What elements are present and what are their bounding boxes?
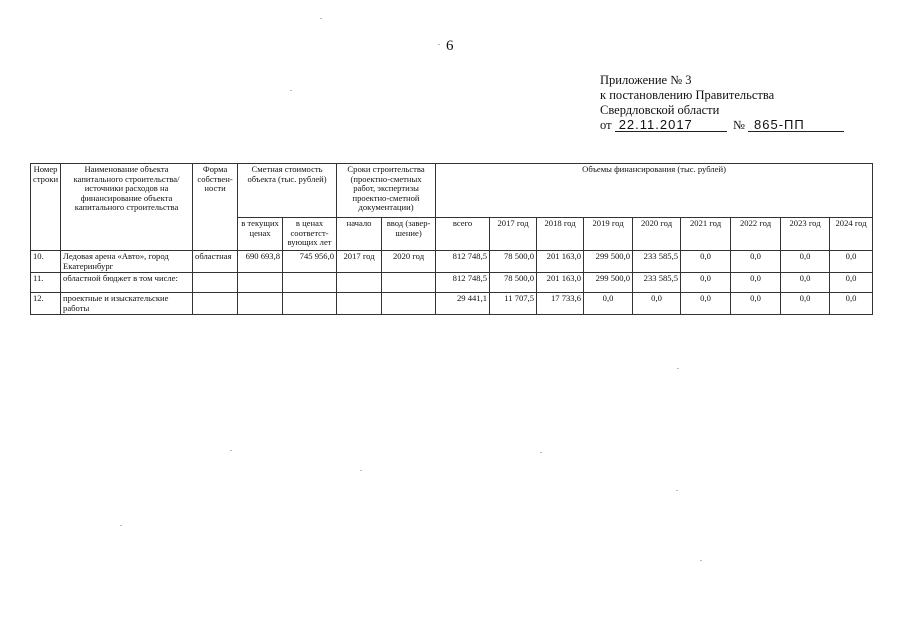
cell-year-value: 0,0 (781, 251, 830, 273)
resolution-number: 865-ПП (748, 118, 844, 132)
cell-relevant-price (283, 293, 337, 315)
appendix-title: Приложение № 3 (600, 73, 692, 87)
header-start: начало (337, 218, 382, 251)
table-row (31, 293, 873, 315)
cell-year-value: 0,0 (681, 273, 731, 293)
header-commissioning: ввод (завер-шение) (382, 218, 436, 251)
appendix-region: Свердловской области (600, 103, 720, 117)
cell-ownership (193, 273, 238, 293)
cell-start (337, 273, 382, 293)
cell-num: 10. (31, 251, 61, 273)
cell-name: проектные и изыскательские работы (61, 293, 193, 315)
cell-year-value: 78 500,0 (490, 273, 537, 293)
header-year: 2022 год (731, 218, 781, 251)
cell-end (382, 273, 436, 293)
header-year: 2024 год (830, 218, 873, 251)
cell-year-value: 233 585,5 (633, 251, 681, 273)
cell-year-value: 0,0 (830, 251, 873, 273)
cell-year-value: 0,0 (731, 293, 781, 315)
scan-speck (677, 368, 679, 369)
appendix-resolution: к постановлению Правительства (600, 88, 775, 102)
number-label: № (732, 118, 745, 132)
cell-year-value: 233 585,5 (633, 273, 681, 293)
cell-start (337, 293, 382, 315)
scan-speck (676, 490, 678, 491)
cell-year-value: 17 733,6 (537, 293, 584, 315)
cell-year-value: 299 500,0 (584, 273, 633, 293)
header-row-number: Номер строки (31, 164, 61, 251)
cell-year-value: 0,0 (781, 293, 830, 315)
cell-year-value: 0,0 (781, 273, 830, 293)
cell-year-value: 0,0 (731, 251, 781, 273)
cell-start: 2017 год (337, 251, 382, 273)
cell-year-value: 0,0 (633, 293, 681, 315)
cell-total: 29 441,1 (436, 293, 490, 315)
cell-num: 12. (31, 293, 61, 315)
scan-speck (230, 450, 232, 451)
header-total: всего (436, 218, 490, 251)
scan-speck (120, 525, 122, 526)
header-year: 2017 год (490, 218, 537, 251)
cell-name: Ледовая арена «Авто», город Екатеринбург (61, 251, 193, 273)
cell-end (382, 293, 436, 315)
cell-year-value: 0,0 (731, 273, 781, 293)
from-label: от (600, 118, 612, 132)
header-financing: Объемы финансирования (тыс. рублей) (436, 164, 873, 218)
appendix-block (600, 73, 844, 133)
header-year: 2019 год (584, 218, 633, 251)
header-estimated-cost: Сметная стоимость объекта (тыс. рублей) (238, 164, 337, 218)
scan-speck (540, 452, 542, 453)
cell-ownership: областная (193, 251, 238, 273)
cell-year-value: 0,0 (681, 293, 731, 315)
cell-current-price (238, 273, 283, 293)
header-year: 2023 год (781, 218, 830, 251)
cell-year-value: 0,0 (830, 293, 873, 315)
table-row (31, 273, 873, 293)
cell-ownership (193, 293, 238, 315)
cell-relevant-price: 745 956,0 (283, 251, 337, 273)
cell-relevant-price (283, 273, 337, 293)
table-row (31, 251, 873, 273)
header-year: 2021 год (681, 218, 731, 251)
header-current-prices: в текущих ценах (238, 218, 283, 251)
cell-name: областной бюджет в том числе: (61, 273, 193, 293)
cell-year-value: 299 500,0 (584, 251, 633, 273)
header-construction-terms: Сроки строительства (проектно-сметных работ, экспертизы проектно-сметной документации) (337, 164, 436, 218)
appendix-date-line (600, 118, 844, 133)
page-number: 6 (446, 38, 454, 54)
scan-speck (438, 44, 440, 45)
financing-table (30, 163, 873, 315)
header-year: 2018 год (537, 218, 584, 251)
resolution-date: 22.11.2017 (615, 118, 727, 132)
cell-total: 812 748,5 (436, 273, 490, 293)
cell-current-price: 690 693,8 (238, 251, 283, 273)
header-relevant-prices: в ценах соответст-вующих лет (283, 218, 337, 251)
cell-total: 812 748,5 (436, 251, 490, 273)
scan-speck (700, 560, 702, 561)
header-year: 2020 год (633, 218, 681, 251)
header-name: Наименование объекта капитального строительства/ источники расходов на финансирование объекта капитального строительства (61, 164, 193, 251)
cell-year-value: 11 707,5 (490, 293, 537, 315)
cell-year-value: 201 163,0 (537, 251, 584, 273)
cell-end: 2020 год (382, 251, 436, 273)
scan-speck (320, 18, 322, 19)
scan-speck (360, 470, 362, 471)
cell-current-price (238, 293, 283, 315)
cell-year-value: 78 500,0 (490, 251, 537, 273)
scan-speck (290, 90, 292, 91)
cell-year-value: 0,0 (830, 273, 873, 293)
cell-year-value: 201 163,0 (537, 273, 584, 293)
header-ownership: Форма собствен-ности (193, 164, 238, 251)
cell-year-value: 0,0 (681, 251, 731, 273)
cell-num: 11. (31, 273, 61, 293)
cell-year-value: 0,0 (584, 293, 633, 315)
